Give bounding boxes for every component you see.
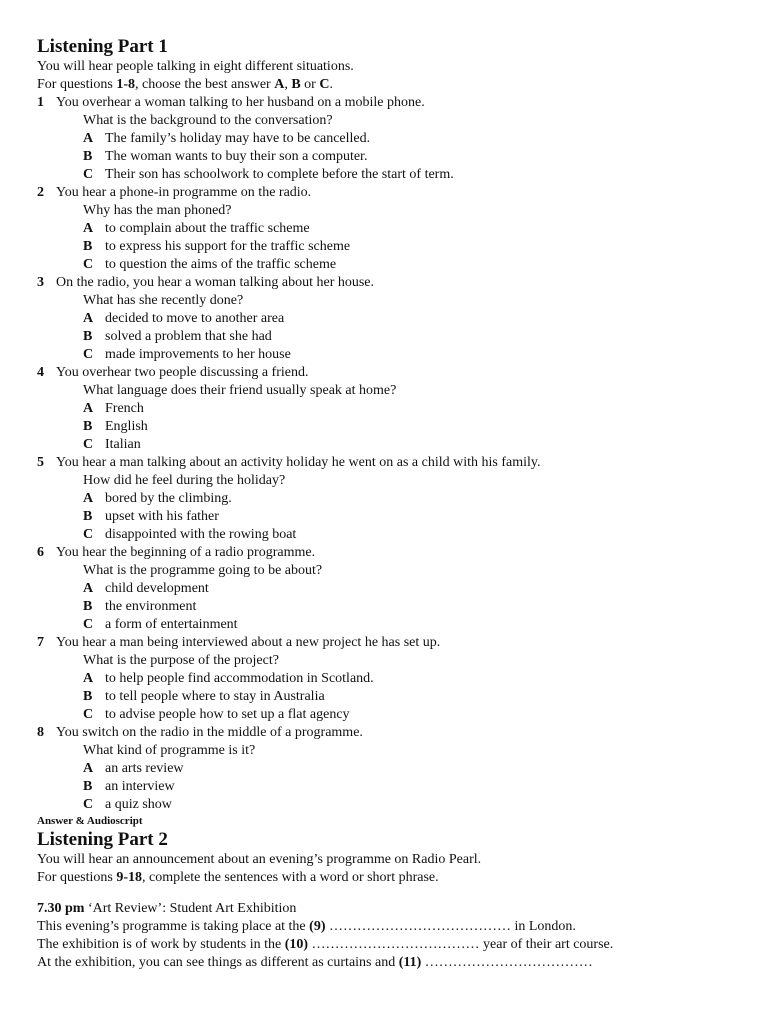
option-text: French bbox=[105, 401, 144, 416]
answer-option[interactable] bbox=[37, 490, 737, 508]
option-text: upset with his father bbox=[105, 509, 219, 524]
question-4 bbox=[37, 364, 737, 454]
answer-option[interactable] bbox=[37, 436, 737, 454]
sentence-text: The exhibition is of work by students in the bbox=[37, 937, 285, 952]
question-context-text: You hear a man being interviewed about a new project he has set up. bbox=[56, 635, 441, 650]
sentence-text-end: in London. bbox=[514, 919, 576, 934]
question-context bbox=[37, 544, 737, 562]
question-7 bbox=[37, 634, 737, 724]
question-context-text: You switch on the radio in the middle of a programme. bbox=[56, 725, 363, 740]
document-page bbox=[37, 36, 737, 972]
part-1-title: Listening Part 1 bbox=[37, 36, 168, 57]
question-1 bbox=[37, 94, 737, 184]
option-text: The family’s holiday may have to be cancelled. bbox=[105, 131, 371, 146]
option-text: The woman wants to buy their son a computer. bbox=[105, 149, 368, 164]
option-text: an interview bbox=[105, 779, 175, 794]
question-context-text: You hear a phone-in programme on the radio. bbox=[56, 185, 312, 200]
option-letter: A bbox=[83, 221, 94, 236]
option-text: to question the aims of the traffic scheme bbox=[105, 257, 337, 272]
option-letter: C bbox=[83, 797, 94, 812]
question-context-text: On the radio, you hear a woman talking about her house. bbox=[56, 275, 375, 290]
option-text: bored by the climbing. bbox=[105, 491, 232, 506]
option-letter: C bbox=[83, 707, 94, 722]
option-letter: C bbox=[83, 347, 94, 362]
option-text: made improvements to her house bbox=[105, 347, 291, 362]
option-text: a quiz show bbox=[105, 797, 172, 812]
question-number: 1 bbox=[37, 95, 44, 110]
question-number: 6 bbox=[37, 545, 44, 560]
question-number: 5 bbox=[37, 455, 44, 470]
question-5 bbox=[37, 454, 737, 544]
option-text: a form of entertainment bbox=[105, 617, 238, 632]
question-prompt: What has she recently done? bbox=[83, 293, 244, 308]
answer-option[interactable] bbox=[37, 238, 737, 256]
question-prompt: What kind of programme is it? bbox=[83, 743, 256, 758]
question-context bbox=[37, 94, 737, 112]
question-prompt: What is the purpose of the project? bbox=[83, 653, 279, 668]
option-letter: B bbox=[83, 509, 93, 524]
question-prompt: What is the programme going to be about? bbox=[83, 563, 323, 578]
option-letter: A bbox=[83, 761, 94, 776]
question-context-text: You overhear two people discussing a friend. bbox=[56, 365, 309, 380]
question-context bbox=[37, 364, 737, 382]
question-list bbox=[37, 94, 737, 814]
part-2-intro: You will hear an announcement about an evening’s programme on Radio Pearl. bbox=[37, 852, 482, 867]
completion-sentence bbox=[37, 918, 737, 936]
answer-option[interactable] bbox=[37, 166, 737, 184]
answer-option[interactable] bbox=[37, 130, 737, 148]
option-text: to complain about the traffic scheme bbox=[105, 221, 310, 236]
answer-gap[interactable]: ……………………………… bbox=[308, 937, 484, 952]
programme-heading: 7.30 pm ‘Art Review’: Student Art Exhibition bbox=[37, 901, 297, 916]
answer-option[interactable] bbox=[37, 688, 737, 706]
question-number: 8 bbox=[37, 725, 44, 740]
question-context bbox=[37, 724, 737, 742]
listening-part-1 bbox=[37, 36, 737, 827]
option-text: Their son has schoolwork to complete before the start of term. bbox=[105, 167, 454, 182]
answer-gap[interactable]: ………………………………… bbox=[325, 919, 515, 934]
sentence-text: This evening’s programme is taking place at the bbox=[37, 919, 310, 934]
option-letter: A bbox=[83, 311, 94, 326]
option-text: English bbox=[105, 419, 148, 434]
sentence-text: At the exhibition, you can see things as different as curtains and bbox=[37, 955, 399, 970]
answer-option[interactable] bbox=[37, 598, 737, 616]
option-letter: B bbox=[83, 419, 93, 434]
option-letter: C bbox=[83, 257, 94, 272]
gap-number: (11) bbox=[398, 955, 422, 970]
completion-sentence bbox=[37, 936, 737, 954]
answer-gap[interactable]: ……………………………… bbox=[421, 955, 593, 970]
answer-option[interactable] bbox=[37, 508, 737, 526]
option-text: the environment bbox=[105, 599, 197, 614]
option-letter: C bbox=[83, 167, 94, 182]
part-1-intro: You will hear people talking in eight different situations. bbox=[37, 59, 354, 74]
answer-option[interactable] bbox=[37, 778, 737, 796]
option-letter: A bbox=[83, 401, 94, 416]
answer-option[interactable] bbox=[37, 400, 737, 418]
option-letter: A bbox=[83, 671, 94, 686]
option-letter: B bbox=[83, 149, 93, 164]
answer-option[interactable] bbox=[37, 148, 737, 166]
option-text: solved a problem that she had bbox=[105, 329, 272, 344]
question-prompt: Why has the man phoned? bbox=[83, 203, 232, 218]
part-1-instructions: For questions 1-8, choose the best answer A, B or C. bbox=[37, 77, 333, 92]
question-6 bbox=[37, 544, 737, 634]
answer-option[interactable] bbox=[37, 796, 737, 814]
completion-sentence bbox=[37, 954, 737, 972]
answer-option[interactable] bbox=[37, 310, 737, 328]
answer-option[interactable] bbox=[37, 526, 737, 544]
option-letter: C bbox=[83, 437, 94, 452]
answer-option[interactable] bbox=[37, 580, 737, 598]
option-letter: A bbox=[83, 131, 94, 146]
question-context bbox=[37, 184, 737, 202]
option-letter: B bbox=[83, 239, 93, 254]
option-text: Italian bbox=[105, 437, 141, 452]
question-context-text: You hear the beginning of a radio programme. bbox=[56, 545, 316, 560]
part-2-instructions: For questions 9-18, complete the sentences with a word or short phrase. bbox=[37, 870, 439, 885]
option-letter: A bbox=[83, 581, 94, 596]
option-letter: B bbox=[83, 599, 93, 614]
option-text: to advise people how to set up a flat agency bbox=[105, 707, 350, 722]
part-2-title: Listening Part 2 bbox=[37, 829, 168, 850]
option-text: child development bbox=[105, 581, 209, 596]
answer-option[interactable] bbox=[37, 616, 737, 634]
question-context bbox=[37, 274, 737, 292]
question-number: 3 bbox=[37, 275, 44, 290]
answer-audioscript-link[interactable]: Answer & Audioscript bbox=[37, 815, 143, 827]
answer-option[interactable] bbox=[37, 328, 737, 346]
option-text: to express his support for the traffic scheme bbox=[105, 239, 351, 254]
question-prompt: How did he feel during the holiday? bbox=[83, 473, 286, 488]
question-context-text: You overhear a woman talking to her husband on a mobile phone. bbox=[56, 95, 425, 110]
option-text: to help people find accommodation in Scotland. bbox=[105, 671, 374, 686]
answer-option[interactable] bbox=[37, 346, 737, 364]
answer-option[interactable] bbox=[37, 670, 737, 688]
question-2 bbox=[37, 184, 737, 274]
question-number: 2 bbox=[37, 185, 44, 200]
option-letter: C bbox=[83, 617, 94, 632]
option-letter: B bbox=[83, 329, 93, 344]
question-3 bbox=[37, 274, 737, 364]
option-letter: B bbox=[83, 779, 93, 794]
answer-option[interactable] bbox=[37, 418, 737, 436]
gap-number: (10) bbox=[284, 937, 309, 952]
option-letter: B bbox=[83, 689, 93, 704]
option-letter: A bbox=[83, 491, 94, 506]
sentence-list bbox=[37, 918, 737, 972]
gap-number: (9) bbox=[309, 919, 326, 934]
question-number: 7 bbox=[37, 635, 44, 650]
listening-part-2 bbox=[37, 829, 737, 972]
option-text: decided to move to another area bbox=[105, 311, 285, 326]
sentence-text-end: year of their art course. bbox=[483, 937, 614, 952]
question-8 bbox=[37, 724, 737, 814]
option-text: to tell people where to stay in Australia bbox=[105, 689, 325, 704]
answer-option[interactable] bbox=[37, 706, 737, 724]
question-prompt: What is the background to the conversation? bbox=[83, 113, 333, 128]
option-letter: C bbox=[83, 527, 94, 542]
answer-option[interactable] bbox=[37, 256, 737, 274]
question-context-text: You hear a man talking about an activity holiday he went on as a child with his family. bbox=[56, 455, 541, 470]
question-context bbox=[37, 454, 737, 472]
question-number: 4 bbox=[37, 365, 44, 380]
question-prompt: What language does their friend usually speak at home? bbox=[83, 383, 397, 398]
question-context bbox=[37, 634, 737, 652]
option-text: an arts review bbox=[105, 761, 184, 776]
answer-option[interactable] bbox=[37, 760, 737, 778]
option-text: disappointed with the rowing boat bbox=[105, 527, 297, 542]
answer-option[interactable] bbox=[37, 220, 737, 238]
